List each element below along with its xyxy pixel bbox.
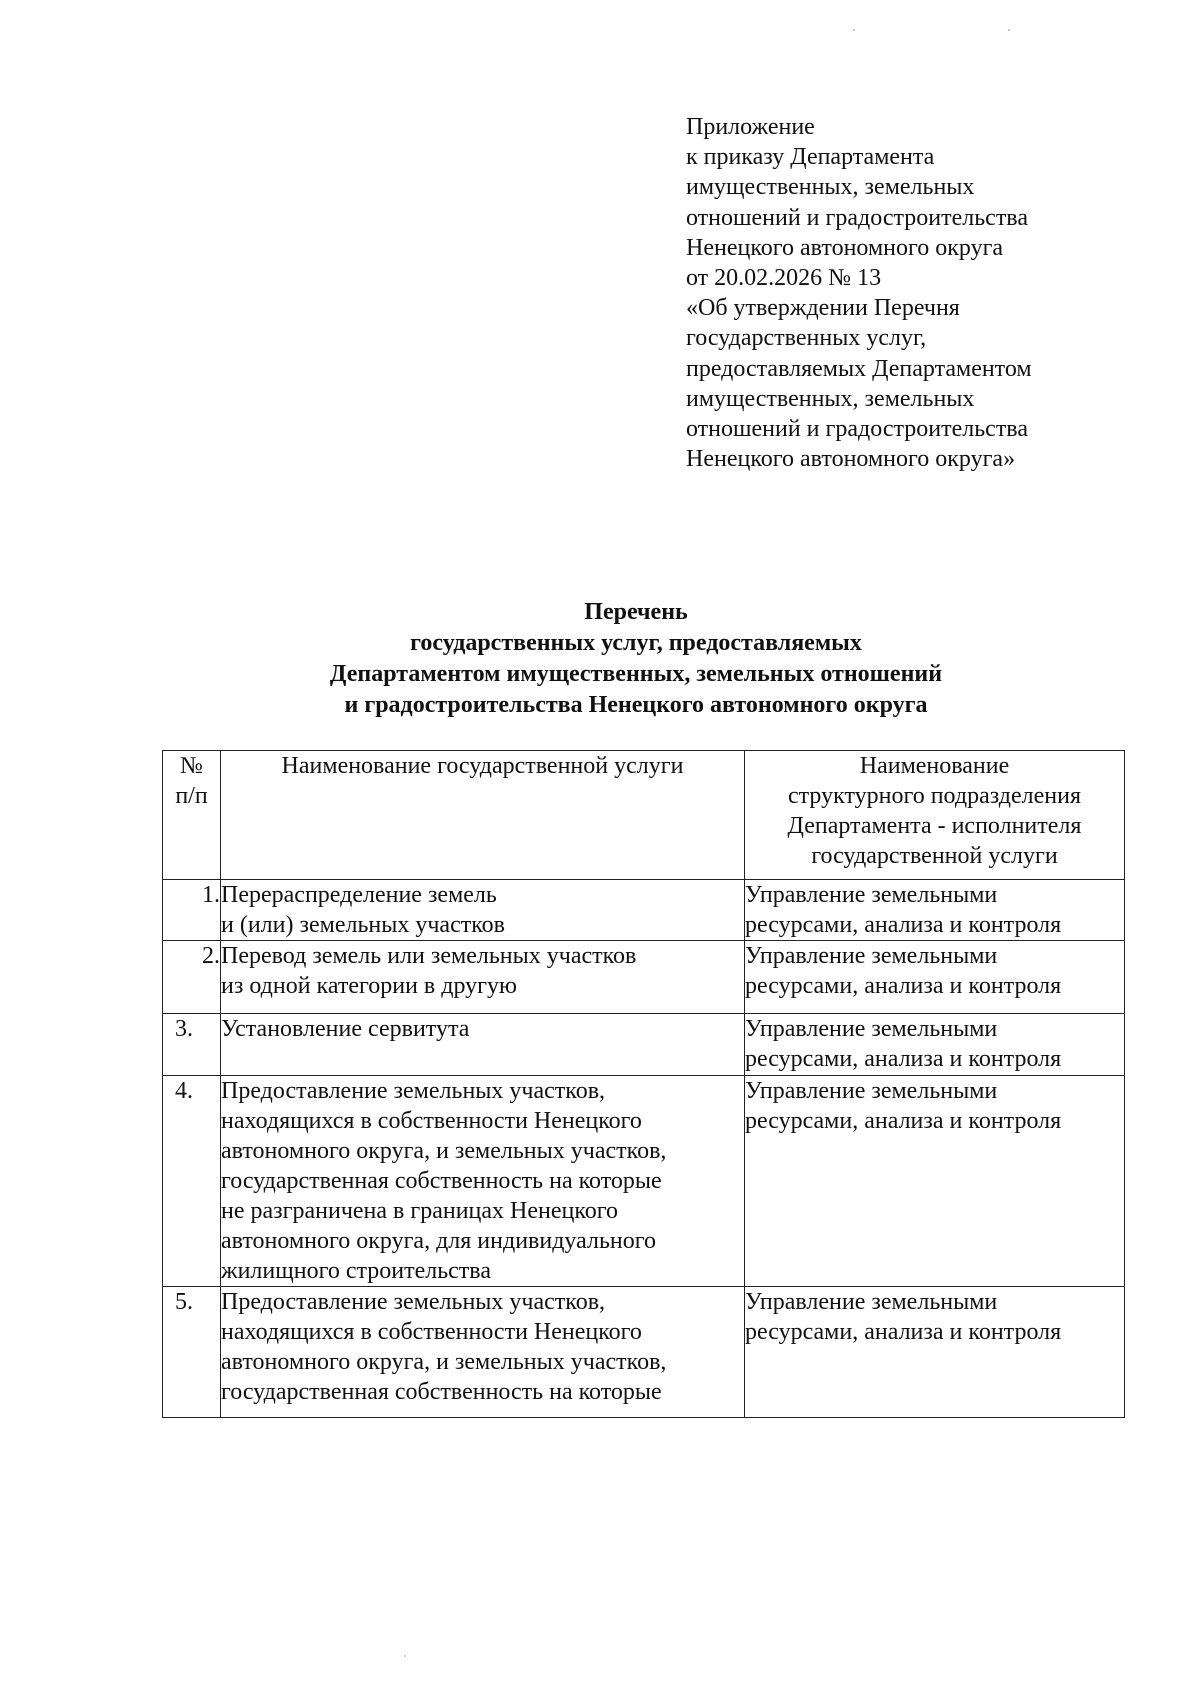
title-line: Департаментом имущественных, земельных отношений: [329, 661, 943, 687]
scan-speck: [853, 29, 855, 31]
table-row: [163, 941, 1125, 1014]
header-number: [163, 751, 221, 880]
unit-line: ресурсами, анализа и контроля: [745, 973, 1062, 999]
appendix-line: имущественных, земельных: [686, 174, 975, 201]
header-unit-line: структурного подразделения: [787, 783, 1081, 809]
appendix-line: к приказу Департамента: [686, 144, 935, 171]
header-unit-line: Департамента - исполнителя: [787, 813, 1082, 839]
table-row: [163, 1287, 1125, 1418]
service-name-line: из одной категории в другую: [221, 973, 517, 999]
service-name-cell: [221, 1076, 745, 1287]
unit-line: Управление земельными: [745, 882, 998, 908]
header-number-line: п/п: [175, 783, 208, 809]
appendix-line: Приложение: [686, 114, 815, 140]
appendix-line: Ненецкого автономного округа»: [686, 446, 1016, 473]
appendix-line: имущественных, земельных: [686, 385, 975, 412]
appendix-line: от 20.02.2026 № 13: [686, 265, 882, 292]
service-name-cell: [221, 880, 745, 941]
service-name-line: Установление сервитута: [221, 1016, 470, 1042]
service-name-line: жилищного строительства: [221, 1258, 491, 1284]
table-header-row: [163, 751, 1125, 880]
unit-line: ресурсами, анализа и контроля: [745, 1046, 1062, 1072]
unit-line: Управление земельными: [745, 1078, 998, 1104]
service-name-line: и (или) земельных участков: [221, 912, 505, 938]
table-row: [163, 1076, 1125, 1287]
service-name-cell: [221, 1014, 745, 1076]
unit-line: ресурсами, анализа и контроля: [745, 1319, 1062, 1345]
service-name-line: государственная собственность на которые: [221, 1168, 662, 1194]
unit-line: Управление земельными: [745, 1289, 998, 1315]
appendix-line: «Об утверждении Перечня: [686, 295, 960, 322]
service-name-line: находящихся в собственности Ненецкого: [221, 1108, 642, 1134]
service-name-cell: [221, 1287, 745, 1418]
title-line: и градостроительства Ненецкого автономного округа: [344, 692, 928, 718]
scan-speck: [404, 1655, 406, 1657]
appendix-line: отношений и градостроительства: [686, 416, 1028, 443]
appendix-block: [686, 112, 1146, 474]
unit-line: ресурсами, анализа и контроля: [745, 912, 1062, 938]
header-unit-line: Наименование: [859, 753, 1010, 779]
scan-speck: [1008, 29, 1010, 31]
department-unit-cell: [745, 1014, 1125, 1076]
header-service-name-line: Наименование государственной услуги: [281, 753, 684, 779]
service-name-line: автономного округа, и земельных участков,: [221, 1138, 667, 1164]
row-number: 1.: [163, 880, 221, 941]
service-name-line: не разграничена в границах Ненецкого: [221, 1198, 619, 1224]
service-name-line: автономного округа, и земельных участков,: [221, 1349, 667, 1375]
header-unit-line: государственной услуги: [811, 843, 1058, 869]
title-line: Перечень: [584, 599, 688, 625]
department-unit-cell: [745, 880, 1125, 941]
row-number: 2.: [163, 941, 221, 1014]
services-table: [162, 750, 1125, 1418]
row-number: 3.: [163, 1014, 221, 1076]
appendix-line: государственных услуг,: [686, 325, 927, 352]
unit-line: ресурсами, анализа и контроля: [745, 1108, 1062, 1134]
table-row: [163, 1014, 1125, 1076]
title-line: государственных услуг, предоставляемых: [410, 630, 862, 656]
appendix-line: предоставляемых Департаментом: [686, 355, 1032, 382]
unit-line: Управление земельными: [745, 943, 998, 969]
service-name-cell: [221, 941, 745, 1014]
department-unit-cell: [745, 1076, 1125, 1287]
service-name-line: Перераспределение земель: [221, 882, 497, 908]
appendix-line: Ненецкого автономного округа: [686, 234, 1004, 261]
department-unit-cell: [745, 941, 1125, 1014]
appendix-line: отношений и градостроительства: [686, 204, 1028, 231]
table-row: [163, 880, 1125, 941]
header-service-name: [221, 751, 745, 880]
header-number-line: №: [180, 753, 203, 779]
department-unit-cell: [745, 1287, 1125, 1418]
document-title: [150, 597, 1122, 721]
service-name-line: Перевод земель или земельных участков: [221, 943, 637, 969]
service-name-line: государственная собственность на которые: [221, 1379, 662, 1405]
service-name-line: Предоставление земельных участков,: [221, 1078, 606, 1104]
header-department-unit: [745, 751, 1125, 880]
service-name-line: автономного округа, для индивидуального: [221, 1228, 656, 1254]
unit-line: Управление земельными: [745, 1016, 998, 1042]
service-name-line: Предоставление земельных участков,: [221, 1289, 606, 1315]
row-number: 4.: [163, 1076, 221, 1287]
row-number: 5.: [163, 1287, 221, 1418]
service-name-line: находящихся в собственности Ненецкого: [221, 1319, 642, 1345]
